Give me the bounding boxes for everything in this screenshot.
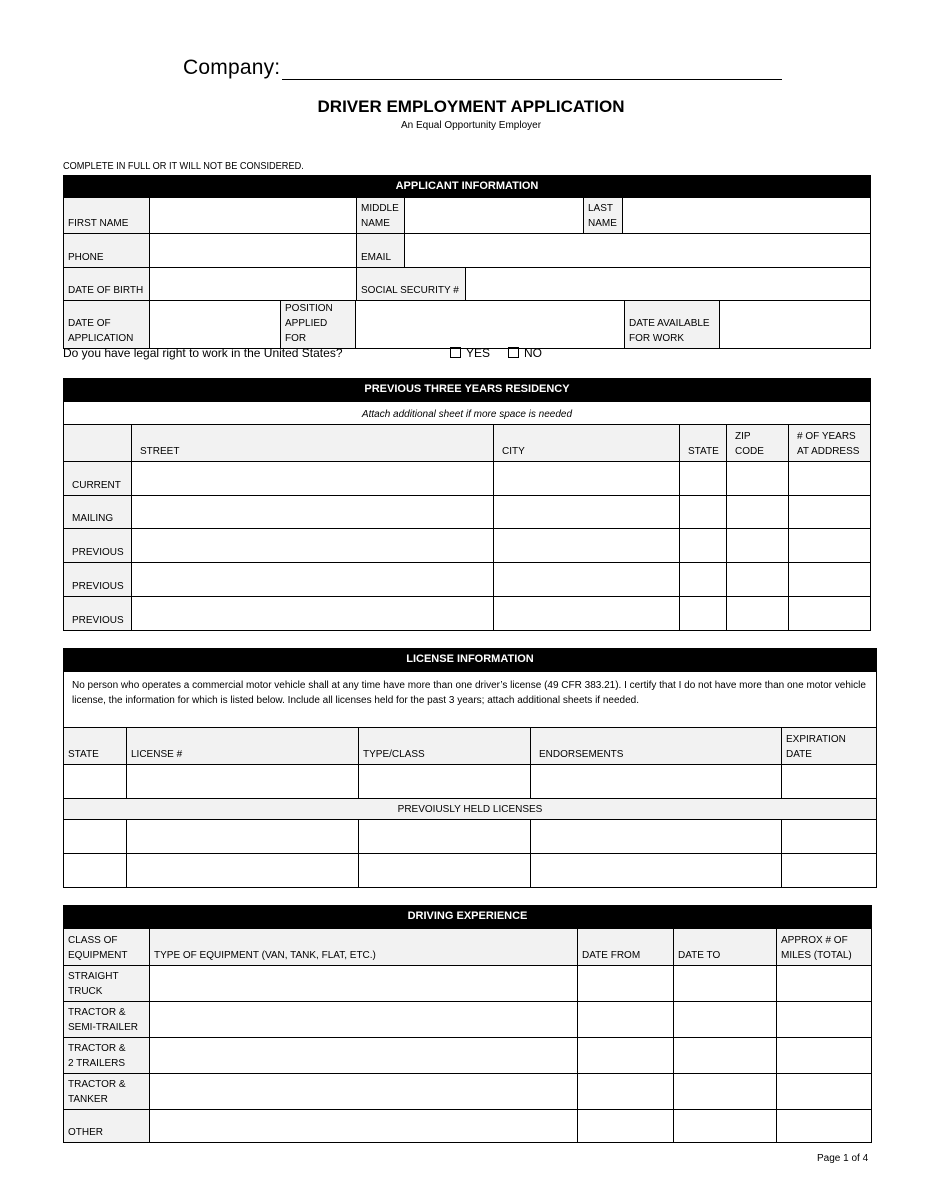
miles-field[interactable] [777, 1038, 872, 1074]
experience-row [64, 966, 872, 1002]
license-endorsements-field[interactable] [531, 854, 782, 888]
years-field[interactable] [789, 462, 871, 496]
legal-yes-option[interactable] [450, 346, 490, 360]
date-of-application-field[interactable] [150, 301, 281, 349]
residency-row-label: MAILING [64, 496, 132, 529]
first-name-field[interactable] [150, 198, 357, 234]
page-subtitle: An Equal Opportunity Employer [400, 120, 542, 131]
license-endorsements-field[interactable] [531, 765, 782, 799]
experience-section-header: DRIVING EXPERIENCE [63, 905, 872, 928]
city-field[interactable] [494, 496, 680, 529]
date-to-field[interactable] [674, 1110, 777, 1143]
applicant-row-position [63, 300, 871, 349]
city-field[interactable] [494, 597, 680, 631]
applicant-row-name [63, 197, 871, 234]
experience-header-row [64, 929, 872, 966]
date-from-field[interactable] [578, 1002, 674, 1038]
previously-held-licenses-header: PREVOIUSLY HELD LICENSES [64, 799, 877, 820]
residency-col-city: CITY [494, 425, 680, 462]
city-field[interactable] [494, 462, 680, 496]
date-to-field[interactable] [674, 1038, 777, 1074]
years-field[interactable] [789, 496, 871, 529]
middle-name-field[interactable] [405, 198, 584, 234]
zip-field[interactable] [727, 597, 789, 631]
license-expiration-field[interactable] [782, 854, 877, 888]
residency-row [64, 462, 871, 496]
residency-col-state: STATE [680, 425, 727, 462]
residency-header-row [64, 425, 871, 462]
license-state-field[interactable] [64, 765, 127, 799]
applicant-row-ids [63, 267, 871, 301]
page-title: DRIVER EMPLOYMENT APPLICATION [317, 97, 625, 116]
phone-label: PHONE [64, 234, 150, 268]
street-field[interactable] [132, 563, 494, 597]
last-name-label: LAST NAME [584, 198, 623, 234]
years-field[interactable] [789, 563, 871, 597]
dob-field[interactable] [150, 268, 357, 301]
experience-table [63, 928, 872, 1143]
license-type-field[interactable] [359, 854, 531, 888]
date-available-field[interactable] [720, 301, 871, 349]
license-type-field[interactable] [359, 765, 531, 799]
license-col-endorsements: ENDORSEMENTS [531, 728, 782, 765]
yes-label: YES [466, 346, 491, 360]
date-from-field[interactable] [578, 1110, 674, 1143]
experience-row [64, 1002, 872, 1038]
no-checkbox[interactable] [508, 347, 519, 358]
license-number-field[interactable] [127, 854, 359, 888]
miles-field[interactable] [777, 1110, 872, 1143]
street-field[interactable] [132, 496, 494, 529]
zip-field[interactable] [727, 462, 789, 496]
completion-notice: COMPLETE IN FULL OR IT WILL NOT BE CONSIDERED. [63, 161, 304, 172]
experience-col-miles: APPROX # OF MILES (TOTAL) [777, 929, 872, 966]
middle-name-label: MIDDLE NAME [357, 198, 405, 234]
license-header-row [64, 728, 877, 765]
state-field[interactable] [680, 496, 727, 529]
zip-field[interactable] [727, 529, 789, 563]
applicant-section-header: APPLICANT INFORMATION [63, 175, 871, 198]
position-field[interactable] [356, 301, 625, 349]
residency-table [63, 401, 871, 631]
equipment-type-field[interactable] [150, 1110, 578, 1143]
equipment-type-field[interactable] [150, 966, 578, 1002]
date-to-field[interactable] [674, 1074, 777, 1110]
position-label: POSITION APPLIED FOR [281, 301, 356, 349]
license-expiration-field[interactable] [782, 765, 877, 799]
last-name-field[interactable] [623, 198, 871, 234]
applicant-row-contact [63, 233, 871, 268]
license-endorsements-field[interactable] [531, 820, 782, 854]
zip-field[interactable] [727, 496, 789, 529]
miles-field[interactable] [777, 1002, 872, 1038]
date-available-label: DATE AVAILABLE FOR WORK [625, 301, 720, 349]
residency-row-label: CURRENT [64, 462, 132, 496]
years-field[interactable] [789, 529, 871, 563]
street-field[interactable] [132, 597, 494, 631]
street-field[interactable] [132, 529, 494, 563]
state-field[interactable] [680, 563, 727, 597]
experience-col-date-to: DATE TO [674, 929, 777, 966]
date-to-field[interactable] [674, 966, 777, 1002]
license-number-field[interactable] [127, 820, 359, 854]
license-row [64, 765, 877, 799]
license-state-field[interactable] [64, 854, 127, 888]
license-section-header: LICENSE INFORMATION [63, 648, 877, 671]
state-field[interactable] [680, 529, 727, 563]
license-row [64, 820, 877, 854]
residency-row-label: PREVIOUS [64, 529, 132, 563]
license-col-number: LICENSE # [127, 728, 359, 765]
license-row [64, 854, 877, 888]
equipment-type-field[interactable] [150, 1002, 578, 1038]
state-field[interactable] [680, 462, 727, 496]
residency-row [64, 529, 871, 563]
experience-row [64, 1110, 872, 1143]
license-state-field[interactable] [64, 820, 127, 854]
city-field[interactable] [494, 563, 680, 597]
experience-row [64, 1038, 872, 1074]
experience-row [64, 1074, 872, 1110]
page-number: Page 1 of 4 [817, 1153, 869, 1164]
city-field[interactable] [494, 529, 680, 563]
legal-no-option[interactable] [508, 346, 542, 360]
email-field[interactable] [405, 234, 871, 268]
date-to-field[interactable] [674, 1002, 777, 1038]
license-type-field[interactable] [359, 820, 531, 854]
residency-section-header: PREVIOUS THREE YEARS RESIDENCY [63, 378, 871, 401]
residency-col-street: STREET [132, 425, 494, 462]
company-label: Company: [183, 56, 281, 79]
equipment-type-field[interactable] [150, 1038, 578, 1074]
equipment-class-label: TRACTOR & 2 TRAILERS [64, 1038, 150, 1074]
date-of-application-label: DATE OF APPLICATION [64, 301, 150, 349]
no-label: NO [524, 346, 542, 360]
equipment-type-field[interactable] [150, 1074, 578, 1110]
residency-row [64, 563, 871, 597]
email-label: EMAIL [357, 234, 405, 268]
residency-col-years: # OF YEARS AT ADDRESS [789, 425, 871, 462]
equipment-class-label: TRACTOR & TANKER [64, 1074, 150, 1110]
company-field[interactable] [183, 56, 782, 80]
date-from-field[interactable] [578, 966, 674, 1002]
license-expiration-field[interactable] [782, 820, 877, 854]
phone-field[interactable] [150, 234, 357, 268]
residency-row [64, 496, 871, 529]
experience-col-date-from: DATE FROM [578, 929, 674, 966]
miles-field[interactable] [777, 1074, 872, 1110]
street-field[interactable] [132, 462, 494, 496]
first-name-label: FIRST NAME [64, 198, 150, 234]
company-input-line[interactable] [282, 59, 782, 80]
experience-col-class: CLASS OF EQUIPMENT [64, 929, 150, 966]
license-col-type: TYPE/CLASS [359, 728, 531, 765]
miles-field[interactable] [777, 966, 872, 1002]
zip-field[interactable] [727, 563, 789, 597]
legal-right-question: Do you have legal right to work in the United States? [63, 346, 343, 360]
years-field[interactable] [789, 597, 871, 631]
date-from-field[interactable] [578, 1074, 674, 1110]
ssn-label: SOCIAL SECURITY # [357, 268, 466, 301]
residency-note: Attach additional sheet if more space is needed [64, 402, 871, 425]
equipment-class-label: OTHER [64, 1110, 150, 1143]
yes-checkbox[interactable] [450, 347, 461, 358]
residency-row-label: PREVIOUS [64, 597, 132, 631]
residency-row-label: PREVIOUS [64, 563, 132, 597]
license-number-field[interactable] [127, 765, 359, 799]
residency-row [64, 597, 871, 631]
license-certification-text: No person who operates a commercial motor vehicle shall at any time have more than one driver’s license (49 CFR 383.21). I certify that I do not have more than one motor vehicle license, the information for which is listed below. Include all licenses held for the past 3 years; attach additional sheets if needed. [64, 672, 877, 728]
license-col-state: STATE [64, 728, 127, 765]
experience-col-type: TYPE OF EQUIPMENT (VAN, TANK, FLAT, ETC.) [150, 929, 578, 966]
dob-label: DATE OF BIRTH [64, 268, 150, 301]
license-col-expiration: EXPIRATION DATE [782, 728, 877, 765]
equipment-class-label: STRAIGHT TRUCK [64, 966, 150, 1002]
residency-col-type [64, 425, 132, 462]
license-table [63, 671, 877, 888]
state-field[interactable] [680, 597, 727, 631]
equipment-class-label: TRACTOR & SEMI-TRAILER [64, 1002, 150, 1038]
date-from-field[interactable] [578, 1038, 674, 1074]
ssn-field[interactable] [466, 268, 871, 301]
residency-col-zip: ZIP CODE [727, 425, 789, 462]
